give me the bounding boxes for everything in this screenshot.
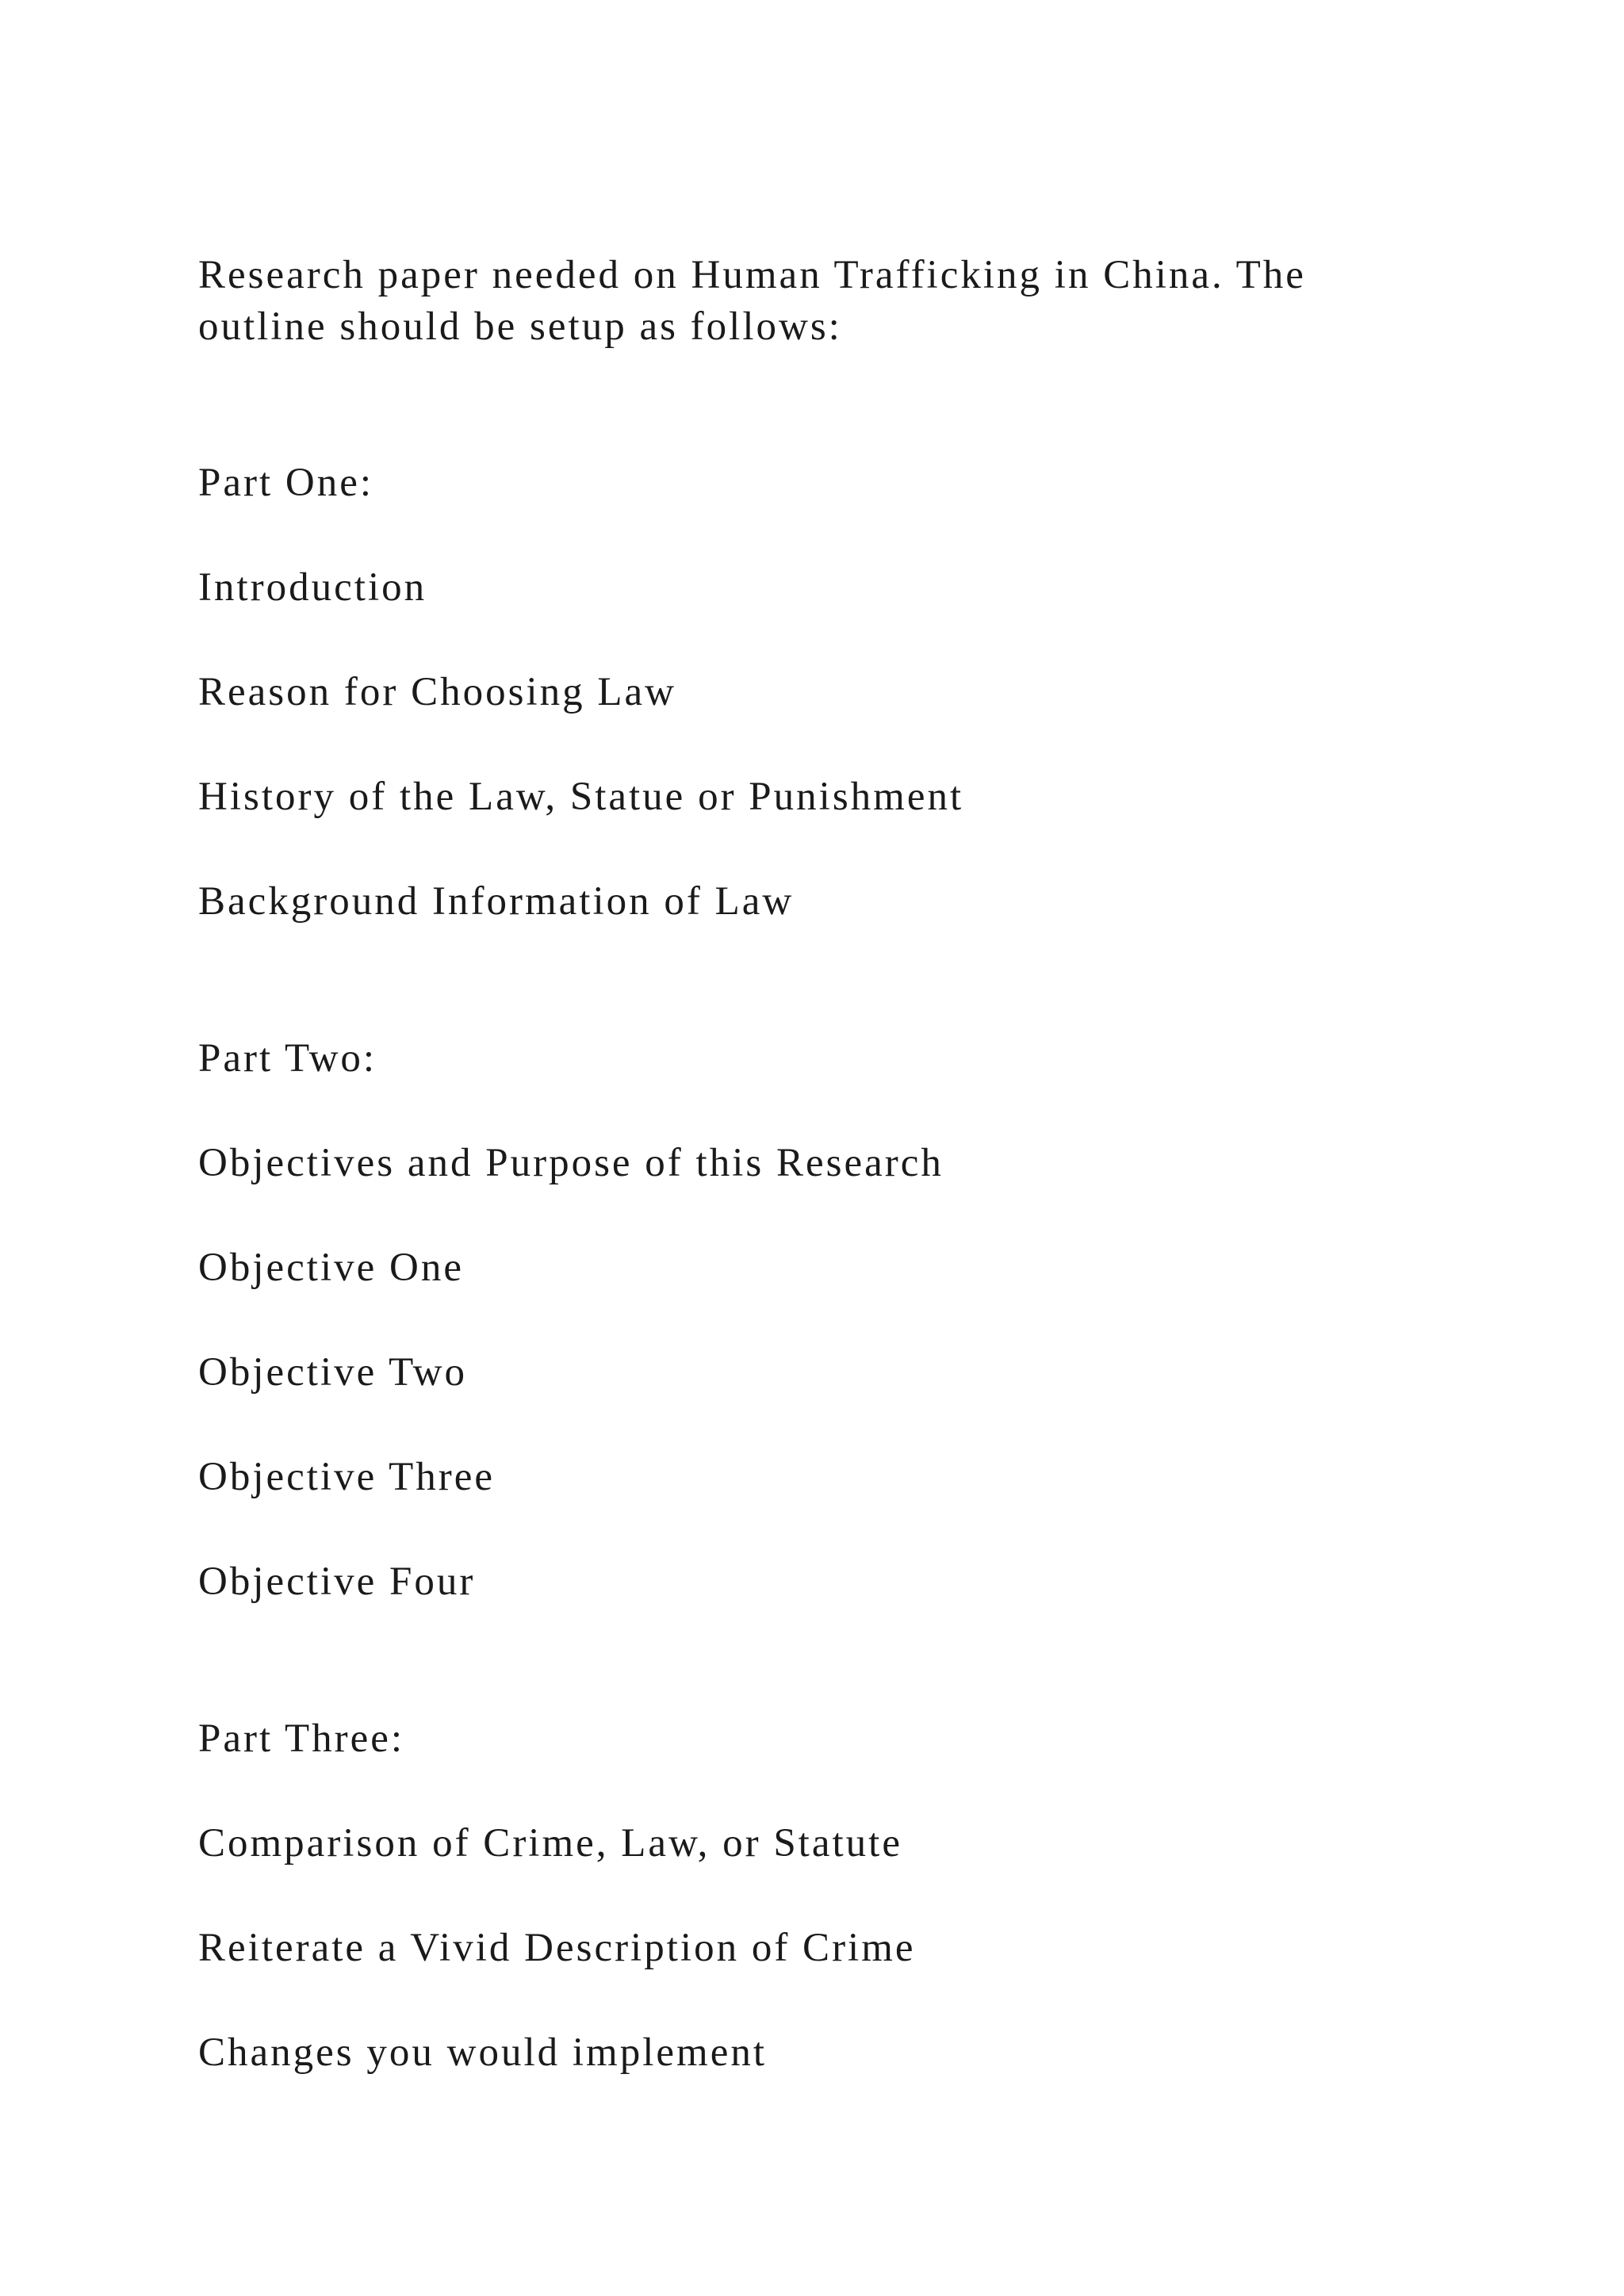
outline-item: Reiterate a Vivid Description of Crime	[198, 1926, 916, 1970]
outline-item: Changes you would implement	[198, 2030, 768, 2075]
outline-item: Objective Two	[198, 1350, 467, 1395]
outline-item: Objective Three	[198, 1455, 495, 1499]
part-one-heading: Part One:	[198, 461, 374, 505]
outline-item: Objectives and Purpose of this Research	[198, 1141, 944, 1185]
intro-line-2: outline should be setup as follows:	[198, 304, 842, 349]
outline-item: Objective One	[198, 1246, 464, 1290]
part-two-heading: Part Two:	[198, 1036, 377, 1081]
outline-item: Introduction	[198, 565, 427, 610]
outline-item: Objective Four	[198, 1559, 476, 1604]
intro-line-1: Research paper needed on Human Trafficking in China. The	[198, 253, 1306, 297]
outline-item: Background Information of Law	[198, 879, 795, 924]
outline-item: Reason for Choosing Law	[198, 670, 677, 714]
outline-item: Comparison of Crime, Law, or Statute	[198, 1821, 902, 1866]
outline-item: History of the Law, Statue or Punishment	[198, 775, 964, 819]
part-three-heading: Part Three:	[198, 1716, 405, 1761]
